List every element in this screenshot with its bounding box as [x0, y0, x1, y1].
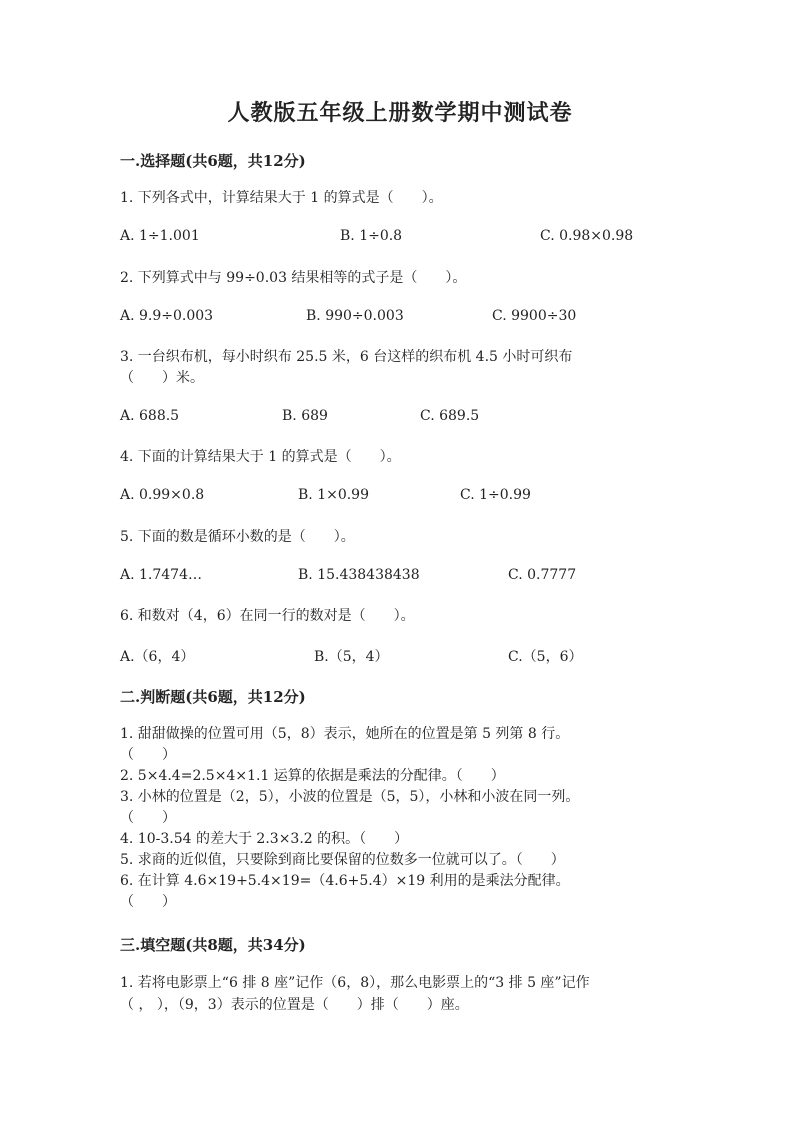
choice-question-2: 2. 下列算式中与 99÷0.03 结果相等的式子是（ ）。 [120, 270, 467, 286]
judge-question-1-line1: 1. 甜甜做操的位置可用（5，8）表示，她所在的位置是第 5 列第 8 行。 [120, 726, 570, 742]
section-heading-judge: 二.判断题(共6题，共12分) [120, 688, 306, 706]
choice-q2-option-b: B. 990÷0.003 [306, 308, 404, 324]
choice-q6-option-b: B.（5，4） [314, 649, 389, 665]
choice-q6-option-c: C.（5，6） [508, 649, 583, 665]
choice-q5-option-c: C. 0.7777 [508, 567, 577, 583]
section-heading-fill: 三.填空题(共8题，共34分) [120, 936, 306, 954]
fill-question-1-line1: 1. 若将电影票上“6 排 8 座”记作（6，8），那么电影票上的“3 排 5 座”记作 [120, 975, 590, 991]
choice-q3-option-a: A. 688.5 [120, 408, 180, 424]
judge-question-5: 5. 求商的近似值，只要除到商比要保留的位数多一位就可以了。（ ） [120, 852, 565, 868]
choice-q3-option-c: C. 689.5 [420, 408, 480, 424]
fill-question-1-line2: （ ， ），（9，3）表示的位置是（ ）排（ ）座。 [120, 997, 469, 1013]
choice-q1-option-b: B. 1÷0.8 [340, 228, 403, 244]
choice-q4-option-c: C. 1÷0.99 [460, 487, 531, 503]
choice-question-4: 4. 下面的计算结果大于 1 的算式是（ ）。 [120, 449, 401, 465]
judge-question-6-line2: （ ） [120, 894, 176, 910]
choice-q1-option-a: A. 1÷1.001 [120, 228, 200, 244]
choice-q3-option-b: B. 689 [282, 408, 328, 424]
choice-q4-option-a: A. 0.99×0.8 [120, 487, 205, 503]
choice-q2-option-a: A. 9.9÷0.003 [120, 308, 214, 324]
judge-question-2: 2. 5×4.4=2.5×4×1.1 运算的依据是乘法的分配律。（ ） [120, 768, 505, 784]
choice-q1-option-c: C. 0.98×0.98 [540, 228, 634, 244]
judge-question-4: 4. 10-3.54 的差大于 2.3×3.2 的积。（ ） [120, 831, 409, 847]
judge-question-3-line2: （ ） [120, 810, 176, 826]
choice-q6-option-a: A.（6，4） [120, 649, 195, 665]
choice-question-6: 6. 和数对（4，6）在同一行的数对是（ ）。 [120, 608, 415, 624]
judge-question-1-line2: （ ） [120, 747, 176, 763]
choice-question-3-line1: 3. 一台织布机，每小时织布 25.5 米，6 台这样的织布机 4.5 小时可织布 [120, 349, 573, 365]
choice-q2-option-c: C. 9900÷30 [492, 308, 577, 324]
choice-question-5: 5. 下面的数是循环小数的是（ ）。 [120, 529, 355, 545]
choice-q5-option-a: A. 1.7474… [120, 567, 202, 583]
choice-question-1: 1. 下列各式中，计算结果大于 1 的算式是（ ）。 [120, 190, 443, 206]
section-heading-choice: 一.选择题(共6题，共12分) [120, 152, 306, 170]
choice-q5-option-b: B. 15.438438438 [298, 567, 420, 583]
choice-q4-option-b: B. 1×0.99 [298, 487, 369, 503]
judge-question-3-line1: 3. 小林的位置是（2，5），小波的位置是（5，5），小林和小波在同一列。 [120, 789, 580, 805]
page-title: 人教版五年级上册数学期中测试卷 [227, 100, 573, 126]
choice-question-3-line2: （ ）米。 [120, 370, 204, 386]
judge-question-6-line1: 6. 在计算 4.6×19+5.4×19=（4.6+5.4）×19 利用的是乘法分配律。 [120, 873, 570, 889]
